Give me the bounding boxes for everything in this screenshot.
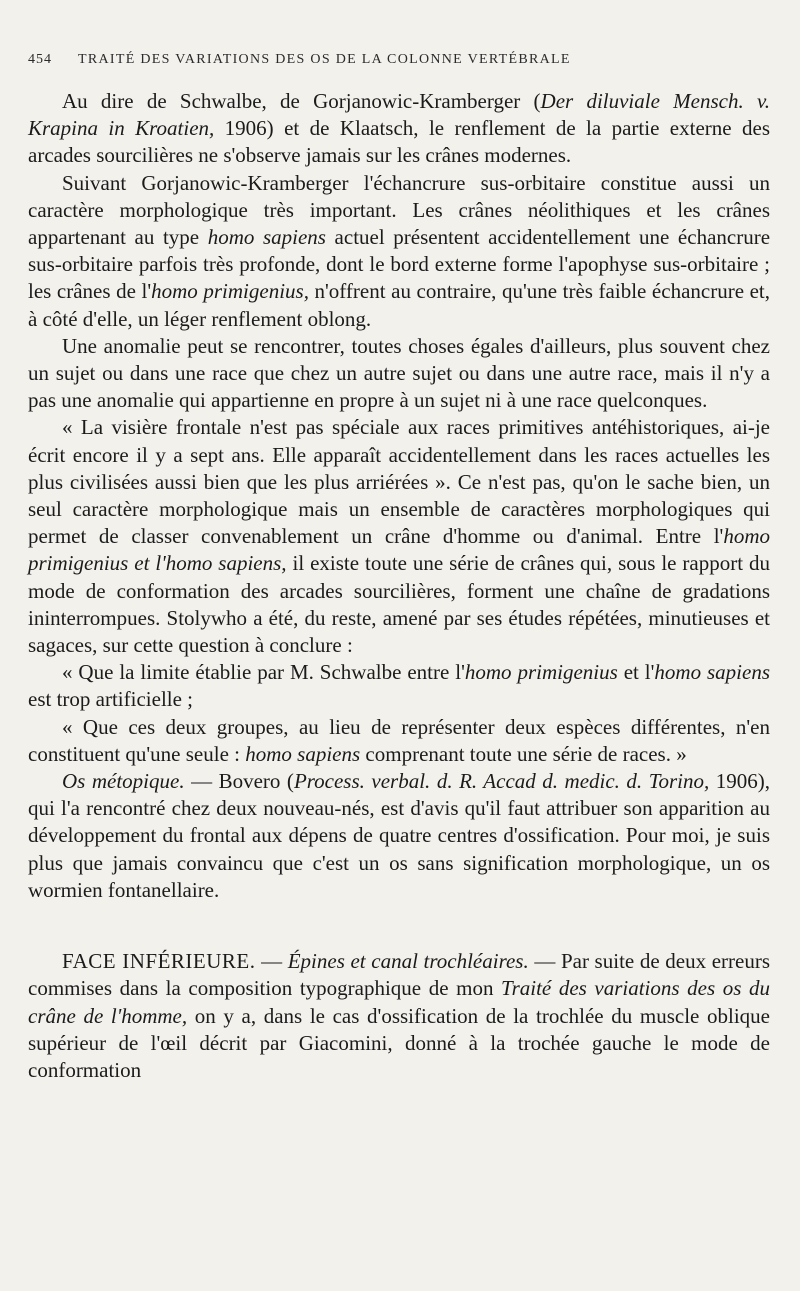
- text-run: on y a, dans le cas d'ossification de la trochlée du muscle oblique supérieur de l'œil décrit par Giacomini, donné à la trochée gauche le mode de conformation: [28, 1003, 770, 1082]
- italic-text: Traité des variations des os du crâne de l'homme,: [28, 976, 770, 1028]
- running-head: [28, 52, 770, 68]
- text-run: Au dire de Schwalbe, de Gorjanowic-Kramberger (: [62, 89, 541, 113]
- text-run: 1906) et de Klaatsch, le renflement de la partie externe des arcades sourcilières ne s'observe jamais sur les crânes modernes.: [28, 116, 770, 168]
- text-run: 1906), qui l'a rencontré chez deux nouveau-nés, est d'avis qu'il faut attribuer son apparition au développement du frontal aux dépens de quatre centres d'ossification. Pour moi, je suis plus que jamais convaincu que c'est un os sans signification morphologique, un os wormien fontanellaire.: [28, 769, 770, 902]
- book-page: [28, 52, 770, 1084]
- paragraph: [28, 170, 770, 333]
- text-run: est trop artificielle ;: [28, 687, 194, 712]
- running-title: TRAITÉ DES VARIATIONS DES OS DE LA COLONNE VERTÉBRALE: [78, 52, 571, 67]
- text-run: il existe toute une série de crânes qui, sous le rapport du mode de conformation des arcades sourcilières, forment une chaîne de gradations ininterrompues. Stolywho a été, du reste, amené par ses études répétées, minutieuses et sagaces, sur cette question à conclure :: [28, 551, 771, 658]
- text-run: n'offrent au contraire, qu'une très faible échancrure et, à côté d'elle, un léger renflement oblong.: [28, 279, 770, 331]
- paragraph: [28, 659, 770, 713]
- text-run: — Bovero (: [184, 769, 294, 794]
- italic-text: Épines et canal trochléaires.: [287, 949, 529, 974]
- paragraph: [28, 714, 770, 768]
- body-text: [28, 88, 770, 1084]
- paragraph: [28, 88, 770, 170]
- italic-text: homo sapiens: [207, 225, 326, 250]
- italic-text: homo primigenius: [28, 524, 770, 576]
- italic-text: Der diluviale Mensch. v. Krapina in Kroatien,: [28, 89, 770, 141]
- italic-text: homo primigenius,: [151, 279, 309, 304]
- italic-text: homo sapiens,: [165, 551, 287, 576]
- text-run: actuel présentent accidentellement une échancrure sus-orbitaire parfois très profonde, dont le bord externe forme l'apophyse sus-orbitaire ; les crânes de l': [28, 225, 771, 304]
- italic-text: et l': [128, 551, 166, 576]
- text-run: comprenant toute une série de races. »: [360, 741, 687, 766]
- text-run: et l': [617, 660, 655, 685]
- text-run: « Que ces deux groupes, au lieu de représenter deux espèces différentes, n'en constituent qu'une seule :: [28, 714, 770, 766]
- paragraph: [28, 414, 770, 659]
- italic-text: Os métopique.: [62, 769, 185, 794]
- section-heading: FACE INFÉRIEURE.: [62, 949, 256, 974]
- text-run: Suivant Gorjanowic-Kramberger l'échancrure sus-orbitaire constitue aussi un caractère morphologique très important. Les crânes néolithiques et les crânes appartenant au type: [28, 170, 770, 250]
- italic-text: homo primigenius: [464, 660, 618, 685]
- text-run: —: [255, 949, 288, 974]
- section-paragraph: [28, 948, 770, 1084]
- italic-text: Process. verbal. d. R. Accad d. medic. d. Torino,: [293, 769, 710, 794]
- paragraph: [28, 333, 770, 415]
- italic-text: homo sapiens: [654, 660, 770, 685]
- italic-text: homo sapiens: [245, 741, 361, 766]
- text-run: — Par suite de deux erreurs commises dans la composition typographique de mon: [28, 949, 771, 1001]
- text-run: « La visière frontale n'est pas spéciale aux races primitives antéhistoriques, ai-je écrit encore il y a sept ans. Elle apparaît accidentellement dans les races actuelles les plus civilisées aussi bien que les plus arriérées ». Ce n'est pas, qu'on le sache bien, un seul caractère morphologique mais un ensemble de caractères morphologiques qui permet de classer convenablement un crâne d'homme ou d'animal. Entre l': [28, 415, 770, 549]
- paragraph: [28, 768, 770, 904]
- text-run: « Que la limite établie par M. Schwalbe entre l': [62, 660, 465, 685]
- page-number: 454: [28, 52, 52, 67]
- text-run: Une anomalie peut se rencontrer, toutes choses égales d'ailleurs, plus souvent chez un sujet ou dans une race que chez un autre sujet ou dans une autre race, mais il n'y a pas une anomalie qui appartienne en propre à un sujet ni à une race quelconques.: [28, 333, 770, 413]
